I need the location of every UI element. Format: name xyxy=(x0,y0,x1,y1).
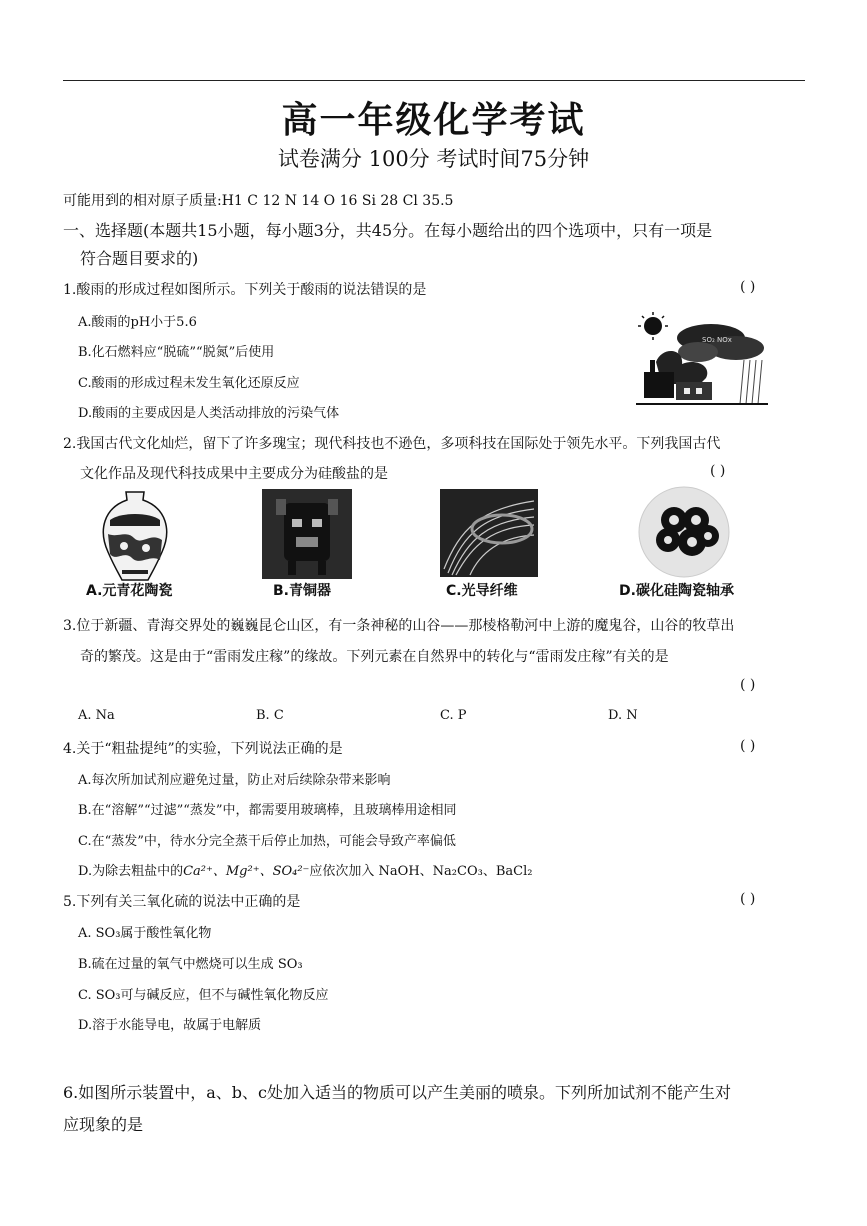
q3-stem-line2: 奇的繁茂。这是由于“雷雨发庄稼”的缘故。下列元素在自然界中的转化与“雷雨发庄稼”有关的是 xyxy=(80,649,669,665)
q4-answer-paren: ( ) xyxy=(740,738,756,754)
bronze-ware-image xyxy=(262,489,352,579)
section1-line1: 一、选择题(本题共15小题，每小题3分，共45分。在每小题给出的四个选项中，只有一项是 xyxy=(63,221,713,240)
q5-answer-paren: ( ) xyxy=(740,891,756,907)
q3-option-c: C. P xyxy=(440,708,467,723)
q2-caption-c: C.光导纤维 xyxy=(446,583,518,599)
q3-option-d: D. N xyxy=(608,708,638,723)
q2-answer-paren: ( ) xyxy=(710,463,726,479)
q4-option-d xyxy=(78,860,532,879)
acid-rain-gas-label: SO₂ NOx xyxy=(702,336,732,344)
q1-option-a: A.酸雨的pH小于5.6 xyxy=(78,315,197,330)
porcelain-vase-image xyxy=(96,490,174,582)
header-rule xyxy=(63,80,805,81)
q1-option-b: B.化石燃料应“脱硫”“脱氮”后使用 xyxy=(78,345,275,360)
q5-option-d: D.溶于水能导电，故属于电解质 xyxy=(78,1018,262,1033)
q4-option-d-suffix: 应依次加入 NaOH、Na₂CO₃、BaCl₂ xyxy=(309,864,533,879)
q3-option-b: B. C xyxy=(256,708,284,723)
atomic-masses: 可能用到的相对原子质量:H1 C 12 N 14 O 16 Si 28 Cl 35.5 xyxy=(63,193,454,209)
q1-answer-paren: ( ) xyxy=(740,279,756,295)
q4-option-d-ions: Ca²⁺、Mg²⁺、SO₄²⁻ xyxy=(183,864,310,879)
q1-option-d: D.酸雨的主要成因是人类活动排放的污染气体 xyxy=(78,406,340,421)
sic-bearing-image xyxy=(638,486,730,578)
q5-option-c: C. SO₃可与碱反应，但不与碱性氧化物反应 xyxy=(78,988,329,1003)
page-title: 高一年级化学考试 xyxy=(281,100,586,141)
q3-answer-paren: ( ) xyxy=(740,677,756,693)
q4-option-b: B.在“溶解”“过滤”“蒸发”中，都需要用玻璃棒，且玻璃棒用途相同 xyxy=(78,803,457,818)
q5-option-a: A. SO₃属于酸性氧化物 xyxy=(78,926,212,941)
q3-option-a: A. Na xyxy=(78,708,115,723)
q1-option-c: C.酸雨的形成过程未发生氧化还原反应 xyxy=(78,376,300,391)
q4-option-c: C.在“蒸发”中，待水分完全蒸干后停止加热，可能会导致产率偏低 xyxy=(78,834,456,849)
q2-caption-b: B.青铜器 xyxy=(273,583,331,599)
page-subtitle: 试卷满分 100分 考试时间75分钟 xyxy=(277,147,590,171)
acid-rain-figure xyxy=(636,312,768,408)
q6-stem-line2: 应现象的是 xyxy=(63,1115,144,1134)
q4-option-a: A.每次所加试剂应避免过量，防止对后续除杂带来影响 xyxy=(78,773,391,788)
q2-stem-line2: 文化作品及现代科技成果中主要成分为硅酸盐的是 xyxy=(80,466,388,482)
q2-caption-a: A.元青花陶瓷 xyxy=(86,583,173,599)
q5-stem: 5.下列有关三氧化硫的说法中正确的是 xyxy=(63,894,301,910)
q1-stem: 1.酸雨的形成过程如图所示。下列关于酸雨的说法错误的是 xyxy=(63,282,427,298)
q5-option-b: B.硫在过量的氧气中燃烧可以生成 SO₃ xyxy=(78,957,303,972)
q6-stem-line1: 6.如图所示装置中，a、b、c处加入适当的物质可以产生美丽的喷泉。下列所加试剂不能产生对 xyxy=(63,1083,732,1102)
section1-line2: 符合题目要求的) xyxy=(80,249,199,268)
q4-option-d-prefix: D.为除去粗盐中的 xyxy=(78,864,184,879)
q3-stem-line1: 3.位于新疆、青海交界处的巍巍昆仑山区，有一条神秘的山谷——那棱格勒河中上游的魔鬼谷，山谷的牧草出 xyxy=(63,618,735,634)
q4-stem: 4.关于“粗盐提纯”的实验，下列说法正确的是 xyxy=(63,741,343,757)
optical-fiber-image xyxy=(440,489,538,577)
q2-caption-d: D.碳化硅陶瓷轴承 xyxy=(619,583,734,599)
q2-stem-line1: 2.我国古代文化灿烂，留下了许多瑰宝；现代科技也不逊色，多项科技在国际处于领先水平。下列我国古代 xyxy=(63,436,721,452)
